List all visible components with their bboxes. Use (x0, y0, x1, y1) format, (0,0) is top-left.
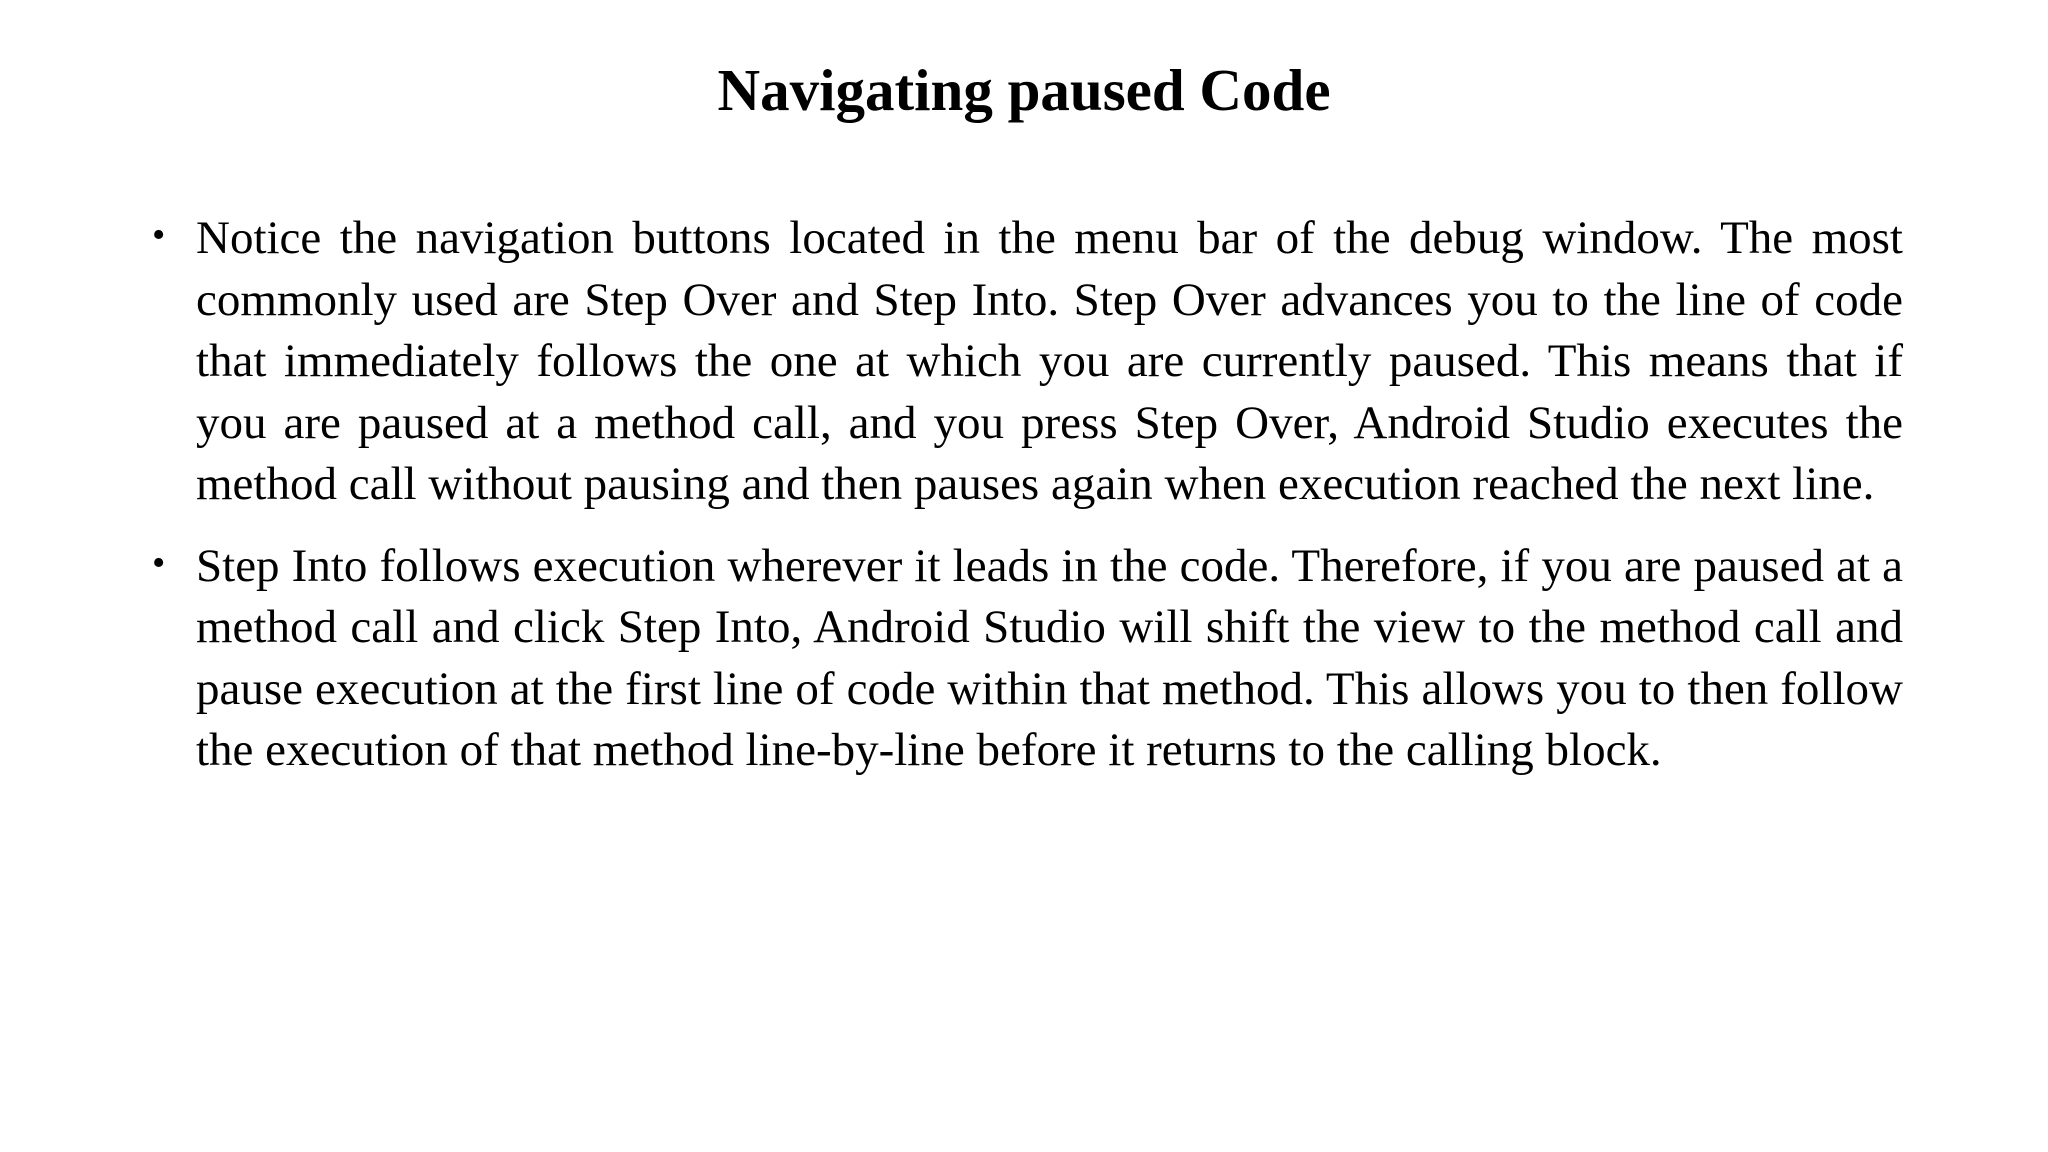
bullet-item (152, 208, 1903, 516)
slide-title: Navigating paused Code (717, 57, 1331, 123)
bullet-marker: • (152, 214, 166, 256)
bullet-text: Step Into follows execution wherever it leads in the code. Therefore, if you are paused at a method call and click Step Into, Android Studio will shift the view to the method call and pause execution at the first line of code within that method. This allows you to then follow the execution of that method line-by-line before it returns to the calling block. (196, 539, 1903, 776)
bullet-marker: • (152, 541, 166, 584)
bullet-list (152, 208, 1903, 802)
bullet-item (152, 536, 1903, 782)
bullet-text: Notice the navigation buttons located in the menu bar of the debug window. The most commonly used are Step Over and Step Into. Step Over advances you to the line of code that immediately follows the one at which you are currently paused. This means that if you are paused at a method call, and you press Step Over, Android Studio executes the method call without pausing and then pauses again when execution reached the next line. (196, 212, 1903, 510)
